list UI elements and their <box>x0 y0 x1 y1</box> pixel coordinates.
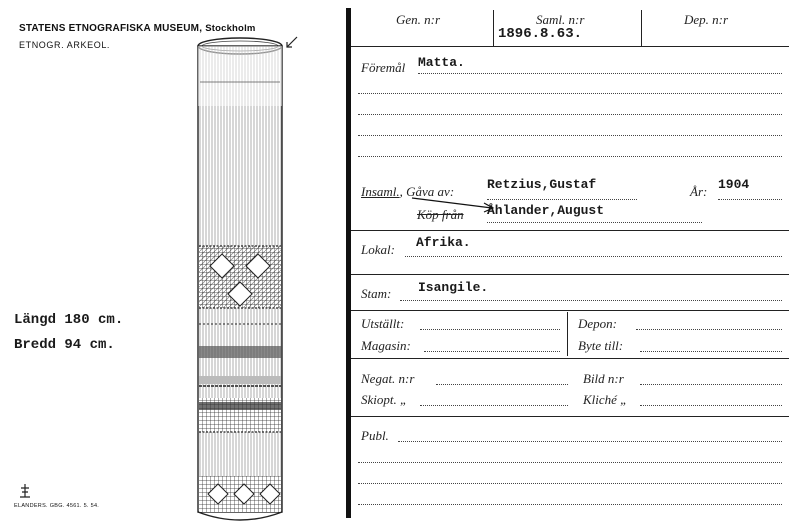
insaml-label: Insaml., Gåva av: <box>361 184 455 199</box>
ar-value: 1904 <box>718 177 750 192</box>
kop-value: Åhlander,August <box>487 203 605 218</box>
kliche-line <box>640 405 782 406</box>
ar-label: År: <box>690 184 708 199</box>
stam-label: Stam: <box>361 286 392 301</box>
magasin-line <box>424 351 560 352</box>
skiopt-label: Skiopt. „ <box>361 392 408 407</box>
utstallt-label: Utställt: <box>361 316 405 331</box>
utstallt-line <box>420 329 560 330</box>
card-left-border <box>346 8 351 518</box>
header-rule <box>351 46 789 47</box>
stam-line <box>400 300 782 301</box>
gen-nr-label: Gen. n:r <box>396 12 441 27</box>
transfer-arrow-icon <box>408 194 498 216</box>
dep-nr-label: Dep. n:r <box>684 12 729 27</box>
utstallt-divider <box>567 312 568 356</box>
negat-label: Negat. n:r <box>361 371 415 386</box>
foremal-line-3 <box>358 114 782 115</box>
foremal-value: Matta. <box>418 55 465 70</box>
rule-utstallt-top <box>351 310 789 311</box>
printer-logo-icon <box>18 483 32 499</box>
department-label: ETNOGR. ARKEOL. <box>19 40 111 50</box>
negat-line <box>436 384 568 385</box>
byte-label: Byte till: <box>578 338 624 353</box>
kop-label: Köp från <box>417 207 464 222</box>
length-measure: Längd 180 cm. <box>14 312 124 328</box>
bild-line <box>640 384 782 385</box>
rule-lokal-top <box>351 230 789 231</box>
header-divider-2 <box>641 10 642 46</box>
kop-line <box>487 222 702 223</box>
publ-line-2 <box>358 462 782 463</box>
museum-name <box>19 23 256 34</box>
foremal-label: Föremål <box>361 60 406 75</box>
rule-negat-top <box>351 358 789 359</box>
lokal-value: Afrika. <box>416 235 471 250</box>
header-divider-1 <box>493 10 494 46</box>
foremal-line-5 <box>358 156 782 157</box>
bild-label: Bild n:r <box>583 371 624 386</box>
publ-line-1 <box>398 441 782 442</box>
gava-value: Retzius,Gustaf <box>487 177 597 192</box>
rule-publ-top <box>351 416 789 417</box>
magasin-label: Magasin: <box>361 338 411 353</box>
gava-line <box>487 199 637 200</box>
depon-line <box>636 329 782 330</box>
rule-stam-top <box>351 274 789 275</box>
museum-title: STATENS ETNOGRAFISKA MUSEUM, <box>19 23 203 34</box>
foremal-line-4 <box>358 135 782 136</box>
printer-imprint: ELANDERS. GBG. 4561. 5. 54. <box>14 503 100 509</box>
gava-label: Gåva av: <box>406 184 455 199</box>
stam-value: Isangile. <box>418 280 489 295</box>
kliche-label: Kliché „ <box>583 392 628 407</box>
publ-label: Publ. <box>361 428 389 443</box>
foremal-line-1 <box>418 73 782 74</box>
rolled-mat-drawing <box>190 36 290 522</box>
publ-line-3 <box>358 483 782 484</box>
ar-line <box>718 199 782 200</box>
saml-nr-value: 1896.8.63. <box>498 26 583 42</box>
museum-city: Stockholm <box>205 23 256 34</box>
publ-line-4 <box>358 504 782 505</box>
skiopt-line <box>420 405 568 406</box>
insaml-text: Insaml. <box>361 184 400 199</box>
lokal-label: Lokal: <box>361 242 395 257</box>
byte-line <box>640 351 782 352</box>
lokal-line <box>405 256 782 257</box>
saml-nr-label: Saml. n:r <box>536 12 585 27</box>
foremal-line-2 <box>358 93 782 94</box>
depon-label: Depon: <box>578 316 617 331</box>
width-measure: Bredd 94 cm. <box>14 337 115 353</box>
